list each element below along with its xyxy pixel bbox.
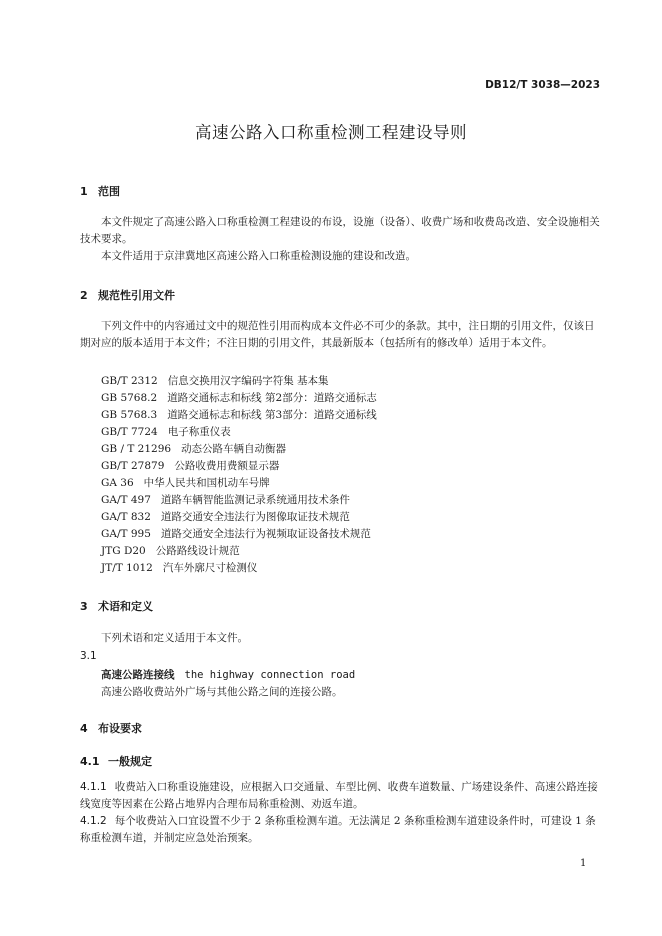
reference-code: GA/T 995 xyxy=(101,528,151,540)
section-3-heading xyxy=(80,598,153,614)
section-number: 4 xyxy=(80,722,88,735)
reference-code: GB/T 2312 xyxy=(101,375,158,387)
section-number: 1 xyxy=(80,185,88,198)
section-title: 规范性引用文件 xyxy=(98,289,175,302)
paragraph: 本文件适用于京津冀地区高速公路入口称重检测设施的建设和改造。 xyxy=(101,250,416,262)
reference-item xyxy=(101,509,350,524)
reference-item xyxy=(101,560,257,575)
section-1-heading xyxy=(80,183,120,199)
reference-title: 道路交通标志和标线 第2部分：道路交通标志 xyxy=(167,392,377,404)
reference-code: GB/T 7724 xyxy=(101,426,158,438)
reference-code: GB 5768.3 xyxy=(101,409,158,421)
term-title xyxy=(101,667,355,682)
clause-4-1-1 xyxy=(80,779,600,813)
term-definition: 高速公路收费站外广场与其他公路之间的连接公路。 xyxy=(101,686,343,698)
document-title: 高速公路入口称重检测工程建设导则 xyxy=(195,123,467,142)
reference-title: 公路收费用费额显示器 xyxy=(174,460,280,472)
term-english: the highway connection road xyxy=(184,669,356,681)
section-title: 布设要求 xyxy=(98,722,142,735)
reference-item xyxy=(101,390,377,405)
document-code: DB12/T 3038—2023 xyxy=(485,79,600,91)
reference-title: 电子称重仪表 xyxy=(167,426,231,438)
clause-text: 收费站入口称重设施建设，应根据入口交通量、车型比例、收费车道数量、广场建设条件、高速公路连接线宽度等因素在公路占地界内合理布局称重检测、劝返车道。 xyxy=(80,781,598,810)
reference-title: 中华人民共和国机动车号牌 xyxy=(143,477,270,489)
reference-item xyxy=(101,492,350,507)
section-number: 3 xyxy=(80,600,88,613)
reference-item xyxy=(101,543,240,558)
reference-item xyxy=(101,424,231,439)
section-title: 术语和定义 xyxy=(98,600,153,613)
reference-item xyxy=(101,373,329,388)
paragraph: 下列术语和定义适用于本文件。 xyxy=(101,632,248,644)
reference-item xyxy=(101,407,377,422)
term-number: 3.1 xyxy=(80,650,97,662)
paragraph: 本文件规定了高速公路入口称重检测工程建设的布设，设施（设备）、收费广场和收费岛改造、安全设施相关技术要求。 xyxy=(80,216,600,245)
reference-title: 道路车辆智能监测记录系统通用技术条件 xyxy=(160,494,350,506)
term-chinese: 高速公路连接线 xyxy=(101,669,175,681)
reference-title: 道路交通标志和标线 第3部分：道路交通标线 xyxy=(167,409,377,421)
reference-item xyxy=(101,475,270,490)
reference-title: 信息交换用汉字编码字符集 基本集 xyxy=(167,375,329,387)
reference-title: 公路路线设计规范 xyxy=(155,545,240,557)
section-2-heading xyxy=(80,287,175,303)
reference-title: 动态公路车辆自动衡器 xyxy=(181,443,287,455)
clause-number: 4.1.1 xyxy=(80,781,107,793)
clause-4-1-2 xyxy=(80,813,600,847)
reference-code: GA/T 497 xyxy=(101,494,151,506)
clause-text: 每个收费站入口宜设置不少于 2 条称重检测车道。无法满足 2 条称重检测车道建设条件时，可建设 1 条称重检测车道，并制定应急处治预案。 xyxy=(80,815,596,844)
reference-item xyxy=(101,458,279,473)
reference-code: GB / T 21296 xyxy=(101,443,172,455)
section-title: 范围 xyxy=(98,185,120,198)
reference-code: GB 5768.2 xyxy=(101,392,158,404)
paragraph: 下列文件中的内容通过文中的规范性引用而构成本文件必不可少的条款。其中，注日期的引用文件，仅该日期对应的版本适用于本文件；不注日期的引用文件，其最新版本（包括所有的修改单）适用于本文件。 xyxy=(80,320,595,349)
section-number: 2 xyxy=(80,289,88,302)
clause-number: 4.1.2 xyxy=(80,815,107,827)
reference-code: JTG D20 xyxy=(101,545,146,557)
reference-code: GB/T 27879 xyxy=(101,460,165,472)
reference-title: 道路交通安全违法行为图像取证技术规范 xyxy=(160,511,350,523)
subsection-4-1-heading xyxy=(80,753,152,769)
reference-code: GA 36 xyxy=(101,477,134,489)
subsection-number: 4.1 xyxy=(80,755,100,768)
reference-item xyxy=(101,526,371,541)
reference-title: 汽车外廓尺寸检测仪 xyxy=(162,562,258,574)
subsection-title: 一般规定 xyxy=(108,755,152,768)
reference-title: 道路交通安全违法行为视频取证设备技术规范 xyxy=(160,528,371,540)
reference-code: GA/T 832 xyxy=(101,511,151,523)
page-number: 1 xyxy=(580,858,587,869)
section-4-heading xyxy=(80,720,142,736)
reference-item xyxy=(101,441,286,456)
reference-code: JT/T 1012 xyxy=(101,562,153,574)
